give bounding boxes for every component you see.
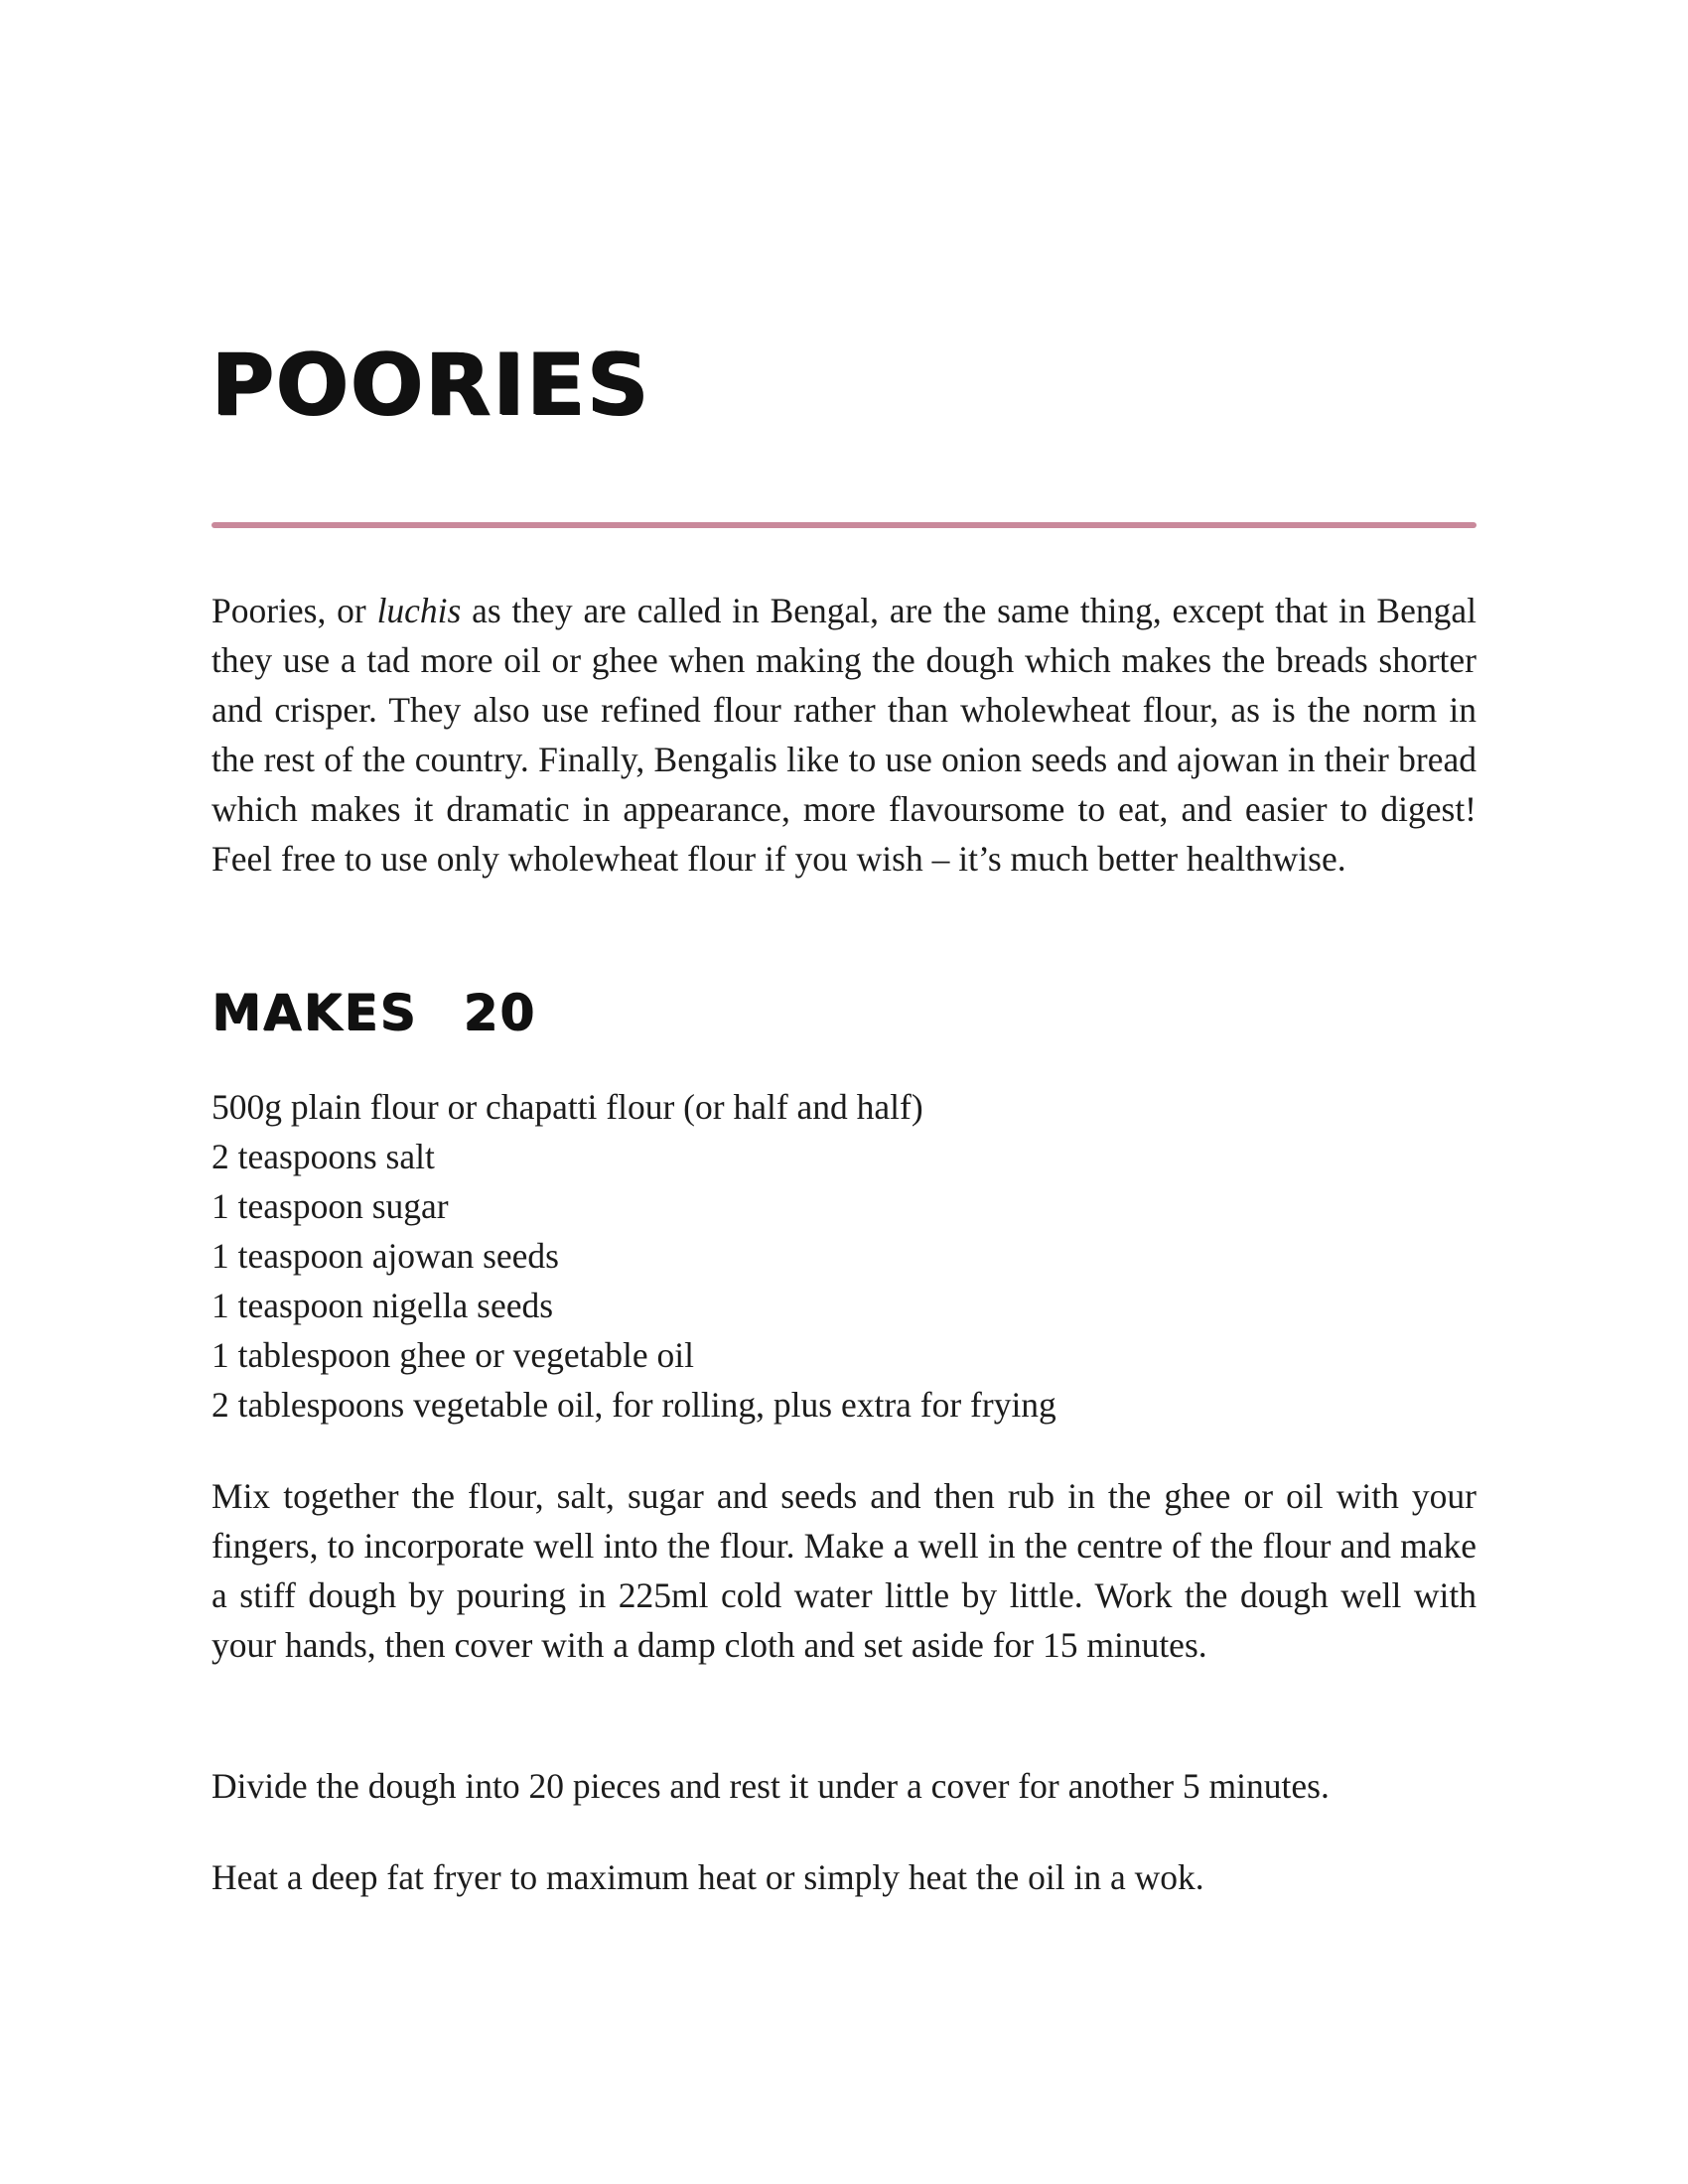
yield-count: 20 <box>463 984 536 1041</box>
intro-italic-term: luchis <box>376 591 462 630</box>
method-step: Divide the dough into 20 pieces and rest it under a cover for another 5 minutes. <box>211 1766 1330 1806</box>
intro-text-rest: as they are called in Bengal, are the same thing, except that in Bengal they use a tad more oil or ghee when making the dough which makes the breads shorter and crisper. They also use refined flour rather than wholewheat flour, as is the norm in the rest of the country. Finally, Bengalis like to use onion seeds and ajowan in their bread which makes it dramatic in appearance, more flavoursome to eat, and easier to digest! Feel free to use only wholewheat flour if you wish – it’s much better healthwise. <box>211 591 1477 879</box>
intro-text-start: Poories, or <box>211 591 377 630</box>
method-step: Mix together the flour, salt, sugar and seeds and then rub in the ghee or oil with your fingers, to incorporate well into the flour. Make a well in the centre of the flour and make a stiff dough by pouring in 225ml cold water little by little. Work the dough well with your hands, then cover with a damp cloth and set aside for 15 minutes. <box>211 1476 1477 1665</box>
ingredient-item: 1 tablespoon ghee or vegetable oil <box>211 1335 694 1375</box>
ingredient-item: 2 tablespoons vegetable oil, for rolling, plus extra for frying <box>211 1385 1056 1425</box>
yield-heading <box>211 984 536 1041</box>
ingredient-list <box>211 1082 1056 1430</box>
ingredient-item: 2 teaspoons salt <box>211 1137 435 1176</box>
intro-paragraph <box>211 586 1477 884</box>
recipe-title: POORIES <box>211 336 651 435</box>
ingredient-item: 1 teaspoon nigella seeds <box>211 1286 554 1325</box>
yield-label: MAKES <box>211 984 418 1041</box>
title-divider <box>211 522 1477 528</box>
ingredient-item: 500g plain flour or chapatti flour (or half and half) <box>211 1087 923 1127</box>
recipe-page <box>211 0 1477 2184</box>
method-step: Heat a deep fat fryer to maximum heat or simply heat the oil in a wok. <box>211 1857 1204 1897</box>
ingredient-item: 1 teaspoon sugar <box>211 1186 449 1226</box>
ingredient-item: 1 teaspoon ajowan seeds <box>211 1236 559 1276</box>
